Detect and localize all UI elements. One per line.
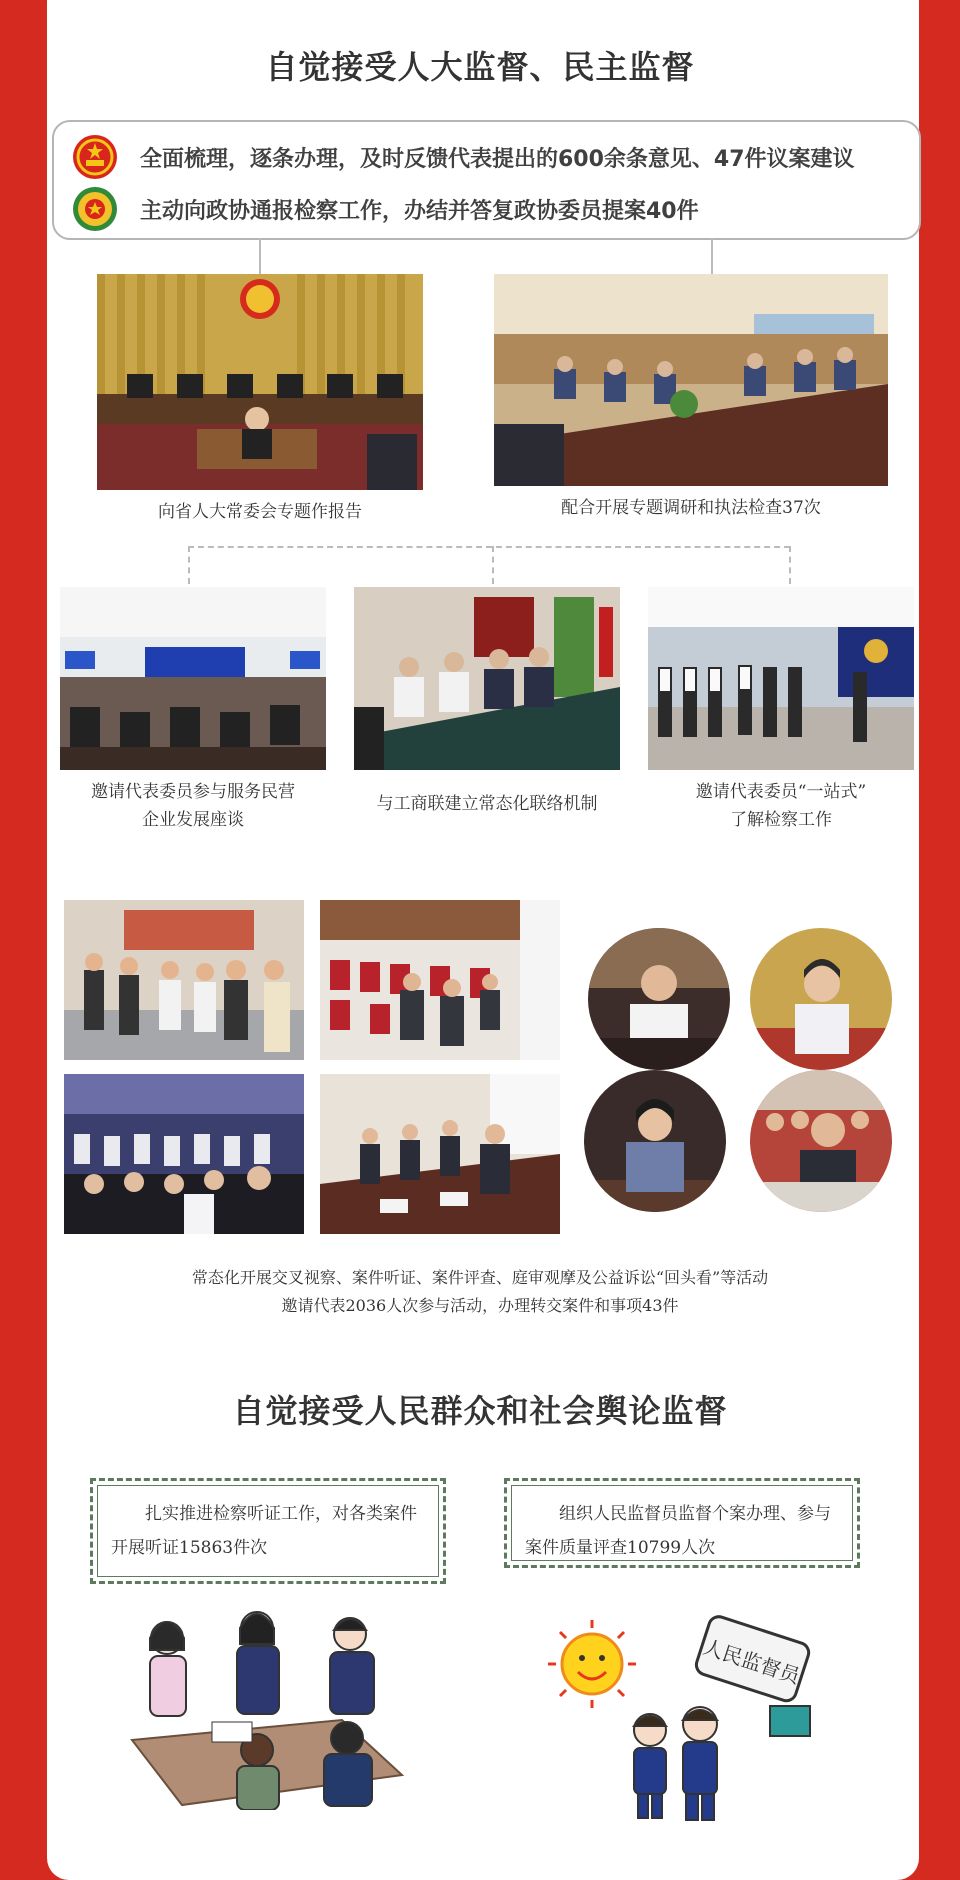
caption-private-enterprise-forum: [52, 778, 334, 834]
photo-court-observation: [64, 1074, 304, 1234]
caption-line: 常态化开展交叉视察、案件听证、案件评查、庭审观摩及公益诉讼“回头看”等活动: [191, 1268, 769, 1287]
caption-federation-liaison: [346, 790, 628, 818]
dashed-connector: [188, 546, 190, 584]
caption-one-stop-visit: [640, 778, 922, 834]
supervisor-illustration: [540, 1610, 840, 1830]
caption-line: 邀请代表2036人次参与活动，办理转交案件和事项43件: [281, 1296, 679, 1315]
bullet-text-1: 全面梳理，逐条办理，及时反馈代表提出的600余条意见、47件议案建议: [140, 147, 855, 172]
section2-title: 自觉接受人民群众和社会舆论监督: [232, 1392, 728, 1430]
hearing-box: 扎实推进检察听证工作，对各类案件开展听证15863件次: [90, 1478, 446, 1584]
cppcc-emblem-icon: [72, 186, 118, 232]
photo-private-enterprise-forum: [60, 587, 326, 770]
portrait-representative-1: [588, 928, 730, 1070]
caption-line: 与工商联建立常态化联络机制: [376, 794, 598, 814]
bullet-text-2: 主动向政协通报检察工作，办结并答复政协委员提案40件: [140, 199, 699, 224]
caption-field-research: 配合开展专题调研和执法检查37次: [561, 498, 821, 518]
gallery-caption: [60, 1264, 900, 1320]
caption-npc-report: 向省人大常委会专题作报告: [158, 502, 362, 522]
portrait-representative-2: [750, 928, 892, 1070]
badge-text: 人民监督员: [700, 1634, 803, 1689]
hearing-illustration: [112, 1610, 416, 1810]
caption-line: 企业发展座谈: [142, 810, 244, 830]
caption-line: 邀请代表委员参与服务民营: [91, 782, 295, 802]
portrait-representative-3: [584, 1070, 726, 1212]
photo-case-hearing: [320, 900, 560, 1060]
dashed-connector: [492, 546, 494, 584]
photo-exhibition-visit: [64, 900, 304, 1060]
section1-title: 自觉接受人大监督、民主监督: [265, 48, 695, 86]
photo-one-stop-visit: [648, 587, 914, 770]
photo-npc-report: [97, 274, 423, 490]
photo-field-research: [494, 274, 888, 486]
caption-line: 了解检察工作: [730, 810, 832, 830]
dashed-connector: [188, 546, 790, 548]
portrait-representative-4: [750, 1070, 892, 1212]
caption-line: 邀请代表委员“一站式”: [695, 782, 867, 802]
dashed-connector: [789, 546, 791, 584]
photo-case-review: [320, 1074, 560, 1234]
supervisor-box: 组织人民监督员监督个案办理、参与案件质量评查10799人次: [504, 1478, 860, 1568]
photo-federation-liaison: [354, 587, 620, 770]
connector-line: [711, 238, 713, 274]
national-emblem-icon: [72, 134, 118, 180]
bullet-box: [52, 120, 921, 240]
connector-line: [259, 238, 261, 274]
